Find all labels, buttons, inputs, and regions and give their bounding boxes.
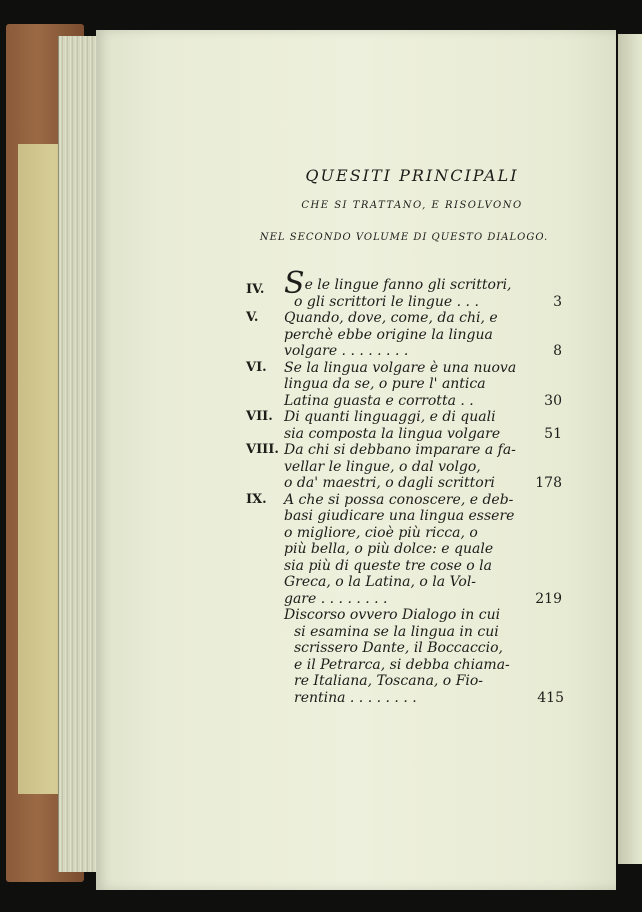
- entry-line: A che si possa conoscere, e deb-: [284, 491, 514, 508]
- subtitle-line-2: NEL SECONDO VOLUME DI QUESTO DIALOGO.: [259, 232, 549, 243]
- entry-line: re Italiana, Toscana, o Fio-: [294, 673, 484, 689]
- entry-page-number: 30: [544, 392, 562, 409]
- entry-line: si esamina se la lingua in cui: [294, 623, 499, 640]
- entry-page-number: 51: [544, 425, 562, 442]
- entry-page-number: 8: [553, 343, 562, 359]
- entry-line: basi giudicare una lingua essere: [284, 508, 515, 524]
- entry-numeral: VI.: [246, 359, 267, 375]
- toc-entry-viii: [246, 442, 566, 492]
- subtitle-line-1: CHE SI TRATTANO, E RISOLVONO: [301, 200, 523, 211]
- entry-page-number: 3: [553, 293, 562, 310]
- entry-line: scrissero Dante, il Boccaccio,: [294, 640, 504, 656]
- entry-line: e le lingue fanno gli scrittori,: [304, 277, 512, 293]
- entry-line: gare . . . . . . . .: [284, 590, 388, 607]
- entry-line: Latina guasta e corrotta . .: [284, 392, 474, 409]
- entry-numeral: VIII.: [246, 442, 279, 457]
- drop-cap: S: [284, 266, 305, 301]
- entry-page-number: 178: [535, 475, 562, 491]
- entry-page-number: 219: [535, 590, 562, 607]
- toc-entry-discorso: [284, 607, 564, 706]
- entry-numeral: IX.: [246, 491, 267, 507]
- entry-numeral: V.: [246, 310, 259, 325]
- entry-line: Di quanti linguaggi, e di quali: [284, 409, 496, 425]
- entry-numeral: VII.: [246, 409, 273, 424]
- toc-entry-v: [246, 310, 566, 360]
- entry-line: o da' maestri, o dagli scrittori: [284, 475, 495, 491]
- entry-line: Da chi si debbano imparare a fa-: [284, 442, 516, 458]
- entry-numeral: IV.: [246, 282, 265, 297]
- entry-line: Discorso ovvero Dialogo in cui: [284, 607, 501, 623]
- entry-line: perchè ebbe origine la lingua: [284, 326, 493, 343]
- entry-line: più bella, o più dolce: e quale: [284, 541, 494, 557]
- toc-entry-vi: [246, 360, 566, 410]
- entry-page-number: 415: [537, 689, 564, 706]
- table-of-contents: [246, 266, 566, 706]
- entry-line: vellar le lingue, o dal volgo,: [284, 458, 481, 475]
- entry-line: Quando, dove, come, da chi, e: [284, 310, 498, 326]
- entry-line: sia composta la lingua volgare: [284, 425, 501, 442]
- toc-entry-vii: [246, 409, 566, 442]
- entry-line: Se la lingua volgare è una nuova: [284, 359, 517, 376]
- entry-line: e il Petrarca, si debba chiama-: [294, 656, 510, 673]
- page-title: QUESITI PRINCIPALI: [305, 166, 519, 185]
- entry-line: lingua da se, o pure l' antica: [284, 376, 486, 392]
- entry-line: rentina . . . . . . . .: [294, 689, 417, 706]
- entry-line: sia più di queste tre cose o la: [284, 557, 493, 574]
- toc-entry-ix: [246, 492, 566, 608]
- entry-line: o migliore, cioè più ricca, o: [284, 524, 478, 541]
- entry-line: Greca, o la Latina, o la Vol-: [284, 574, 477, 590]
- entry-line: volgare . . . . . . . .: [284, 343, 409, 359]
- entry-line: o gli scrittori le lingue . . .: [294, 293, 479, 310]
- facing-page-edge: [618, 34, 642, 864]
- toc-entry-iv: [246, 266, 566, 310]
